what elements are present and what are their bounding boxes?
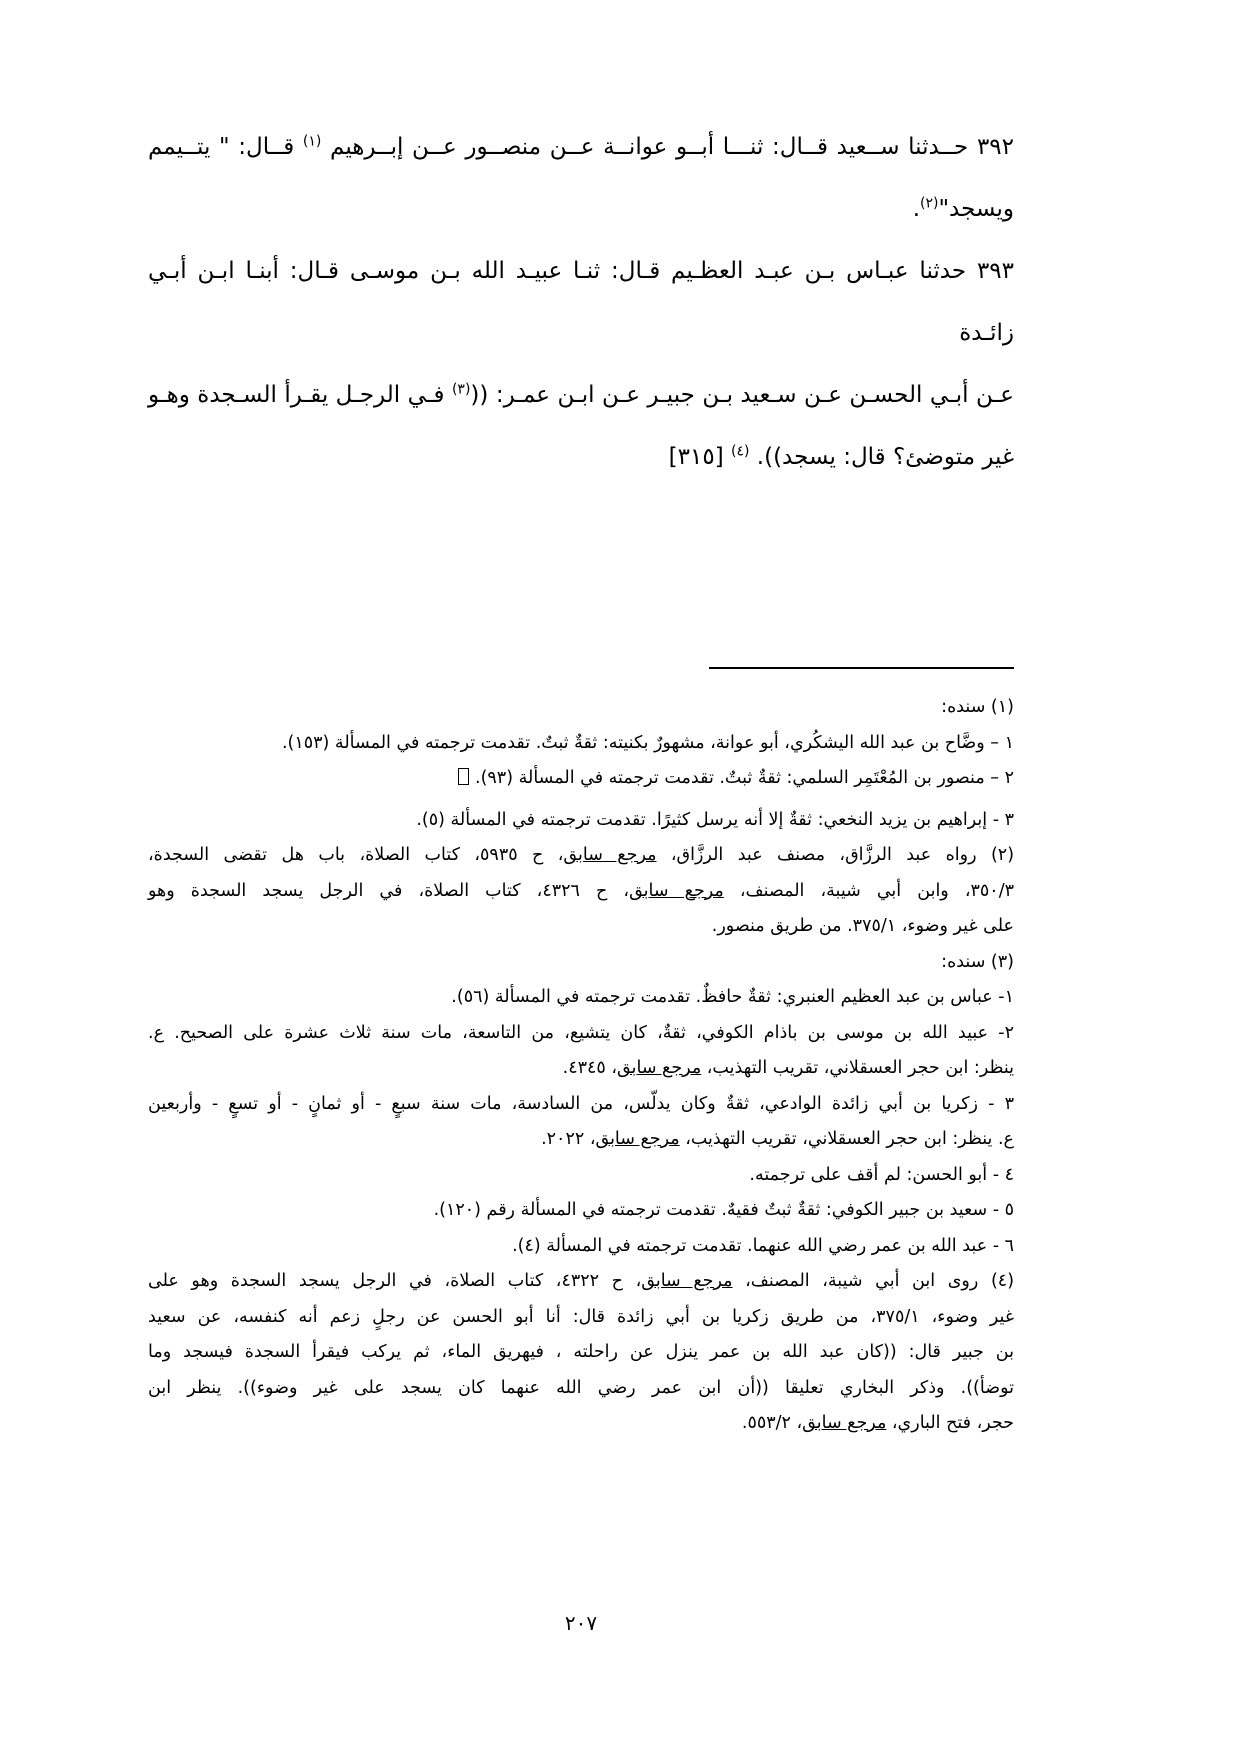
footnote-4-line-5: حجر، فتح الباري، مرجع سابق، ٥٥٣/٢. [741, 1413, 1014, 1433]
document-page [148, 0, 1014, 1754]
footnote-ref-4[interactable]: (٤) [731, 443, 750, 460]
footnote-4-line-4: توضأ)). وذكر البخاري تعليقا ((أن ابن عمر رضي الله عنهما كان يسجد على غير وضوء)). ينظر ابن [148, 1377, 1014, 1398]
footnote-1-item-2: ٢ – منصور بن المُعْتَمِر السلمي: ثقةٌ ثبتٌ. تقدمت ترجمته في المسألة (٩٣). [148, 761, 1014, 797]
missing-glyph-icon [458, 768, 469, 785]
hadith-393-line-1: ٣٩٣ حدثنا عبـاس بـن عبـد العظـيم قـال: ثنـا عبيـد الله بـن موسـى قـال: أبنـا ابـن أبـي زائـدة [148, 258, 1014, 346]
page-number: ٢٠٧ [564, 1611, 598, 1635]
footnote-ref-1[interactable]: (١) [302, 133, 322, 150]
footnote-1-item-1: ١ – وضَّاح بن عبد الله اليشكُري، أبو عوانة، مشهورٌ بكنيته: ثقةٌ ثبتٌ. تقدمت ترجمته في المسألة (١٥٣). [281, 732, 1014, 753]
reference-link[interactable]: مرجع سابق [595, 1129, 680, 1149]
footnote-2-line-2: ٣٥٠/٣، وابن أبي شيبة، المصنف، مرجع سابق، ح ٤٣٢٦، كتاب الصلاة، في الرجل يسجد السجدة وهو [148, 880, 1014, 901]
footnote-ref-2[interactable]: (٢) [920, 195, 939, 212]
footnote-separator [709, 667, 1014, 669]
footnote-3-item-2-line-1: ٢- عبيد الله بن موسى بن باذام الكوفي، ثقةٌ، كان يتشيع، من التاسعة، مات سنة ثلاث عشرة على الصحيح. ع. [148, 1022, 1014, 1043]
hadith-393-line-2: عـن أبـي الحسـن عـن سـعيد بـن جبيـر عـن ابـن عمـر: (($^{(٣)}$ فـي الرجـل يقـرأ السـجدة وهـو [148, 381, 1014, 408]
footnote-2-line-3: على غير وضوء، ٣٧٥/١. من طريق منصور. [711, 916, 1014, 936]
reference-link[interactable]: مرجع سابق [641, 1271, 733, 1291]
footnote-3-item-2-line-2: ينظر: ابن حجر العسقلاني، تقريب التهذيب، مرجع سابق، ٤٣٤٥. [562, 1058, 1014, 1078]
footnote-3-item-6: ٦ - عبد الله بن عمر رضي الله عنهما. تقدمت ترجمته في المسألة (٤). [512, 1235, 1014, 1256]
reference-link[interactable]: مرجع سابق [617, 1058, 702, 1078]
footnote-1-item-3: ٣ - إبراهيم بن يزيد النخعي: ثقةٌ إلا أنه يرسل كثيرًا. تقدمت ترجمته في المسألة (٥). [416, 809, 1014, 830]
footnote-3-item-1: ١- عباس بن عبد العظيم العنبري: ثقةٌ حافظٌ. تقدمت ترجمته في المسألة (٥٦). [451, 987, 1014, 1007]
reference-link[interactable]: مرجع سابق [629, 880, 724, 901]
hadith-392-line-1: ٣٩٢ حــدثنا ســعيد قــال: ثنـــا أبــو عوانــة عــن منصــور عــن إبــرهيم $^{(١)}$ قــال: " يتــيمم [148, 133, 1014, 160]
main-text [148, 116, 1014, 488]
footnotes [148, 690, 1014, 1442]
footnote-4-line-2: غير وضوء، ٣٧٥/١، من طريق زكريا بن أبي زائدة قال: أنا أبو الحسن عن رجلٍ زعم أنه كنفسه، عن سعيد [148, 1306, 1014, 1327]
footnote-3-item-5: ٥ - سعيد بن جبير الكوفي: ثقةٌ ثبتٌ فقيهٌ. تقدمت ترجمته في المسألة رقم (١٢٠). [433, 1200, 1014, 1220]
footnote-1-title: (١) سنده: [941, 697, 1014, 717]
hadith-392-line-2: ويسجد"$^{(٢)}$. [912, 195, 1014, 222]
reference-link[interactable]: مرجع سابق [563, 845, 657, 865]
footnote-2-line-1: (٢) رواه عبد الرزَّاق، مصنف عبد الرزَّاق، مرجع سابق، ح ٥٩٣٥، كتاب الصلاة، باب هل تقضى السجدة، [148, 845, 1015, 865]
hadith-393-line-3: غير متوضئ؟ قال: يسجد)). $^{(٤)}$ [٣١٥] [668, 443, 1014, 470]
footnote-3-item-3-line-1: ٣ - زكريا بن أبي زائدة الوادعي، ثقةٌ وكان يدلّس، من السادسة، مات سنة سبعٍ - أو ثمانٍ - أو تسعٍ - وأربعين [148, 1093, 1014, 1114]
footnote-4-line-1: (٤) روى ابن أبي شيبة، المصنف، مرجع سابق، ح ٤٣٢٢، كتاب الصلاة، في الرجل يسجد السجدة وهو على [148, 1271, 1015, 1291]
footnote-3-item-4: ٤ - أبو الحسن: لم أقف على ترجمته. [749, 1164, 1014, 1185]
footnote-3-title: (٣) سنده: [941, 951, 1014, 972]
footnote-ref-3[interactable]: (٣) [451, 381, 471, 398]
footnote-3-item-3-line-2: ع. ينظر: ابن حجر العسقلاني، تقريب التهذيب، مرجع سابق، ٢٠٢٢. [541, 1129, 1014, 1149]
reference-link[interactable]: مرجع سابق [802, 1413, 887, 1433]
footnote-4-line-3: بن جبير قال: ((كان عبد الله بن عمر ينزل عن راحلته ، فيهريق الماء، ثم يركب فيقرأ السجدة فيسجد وما [148, 1342, 1014, 1362]
